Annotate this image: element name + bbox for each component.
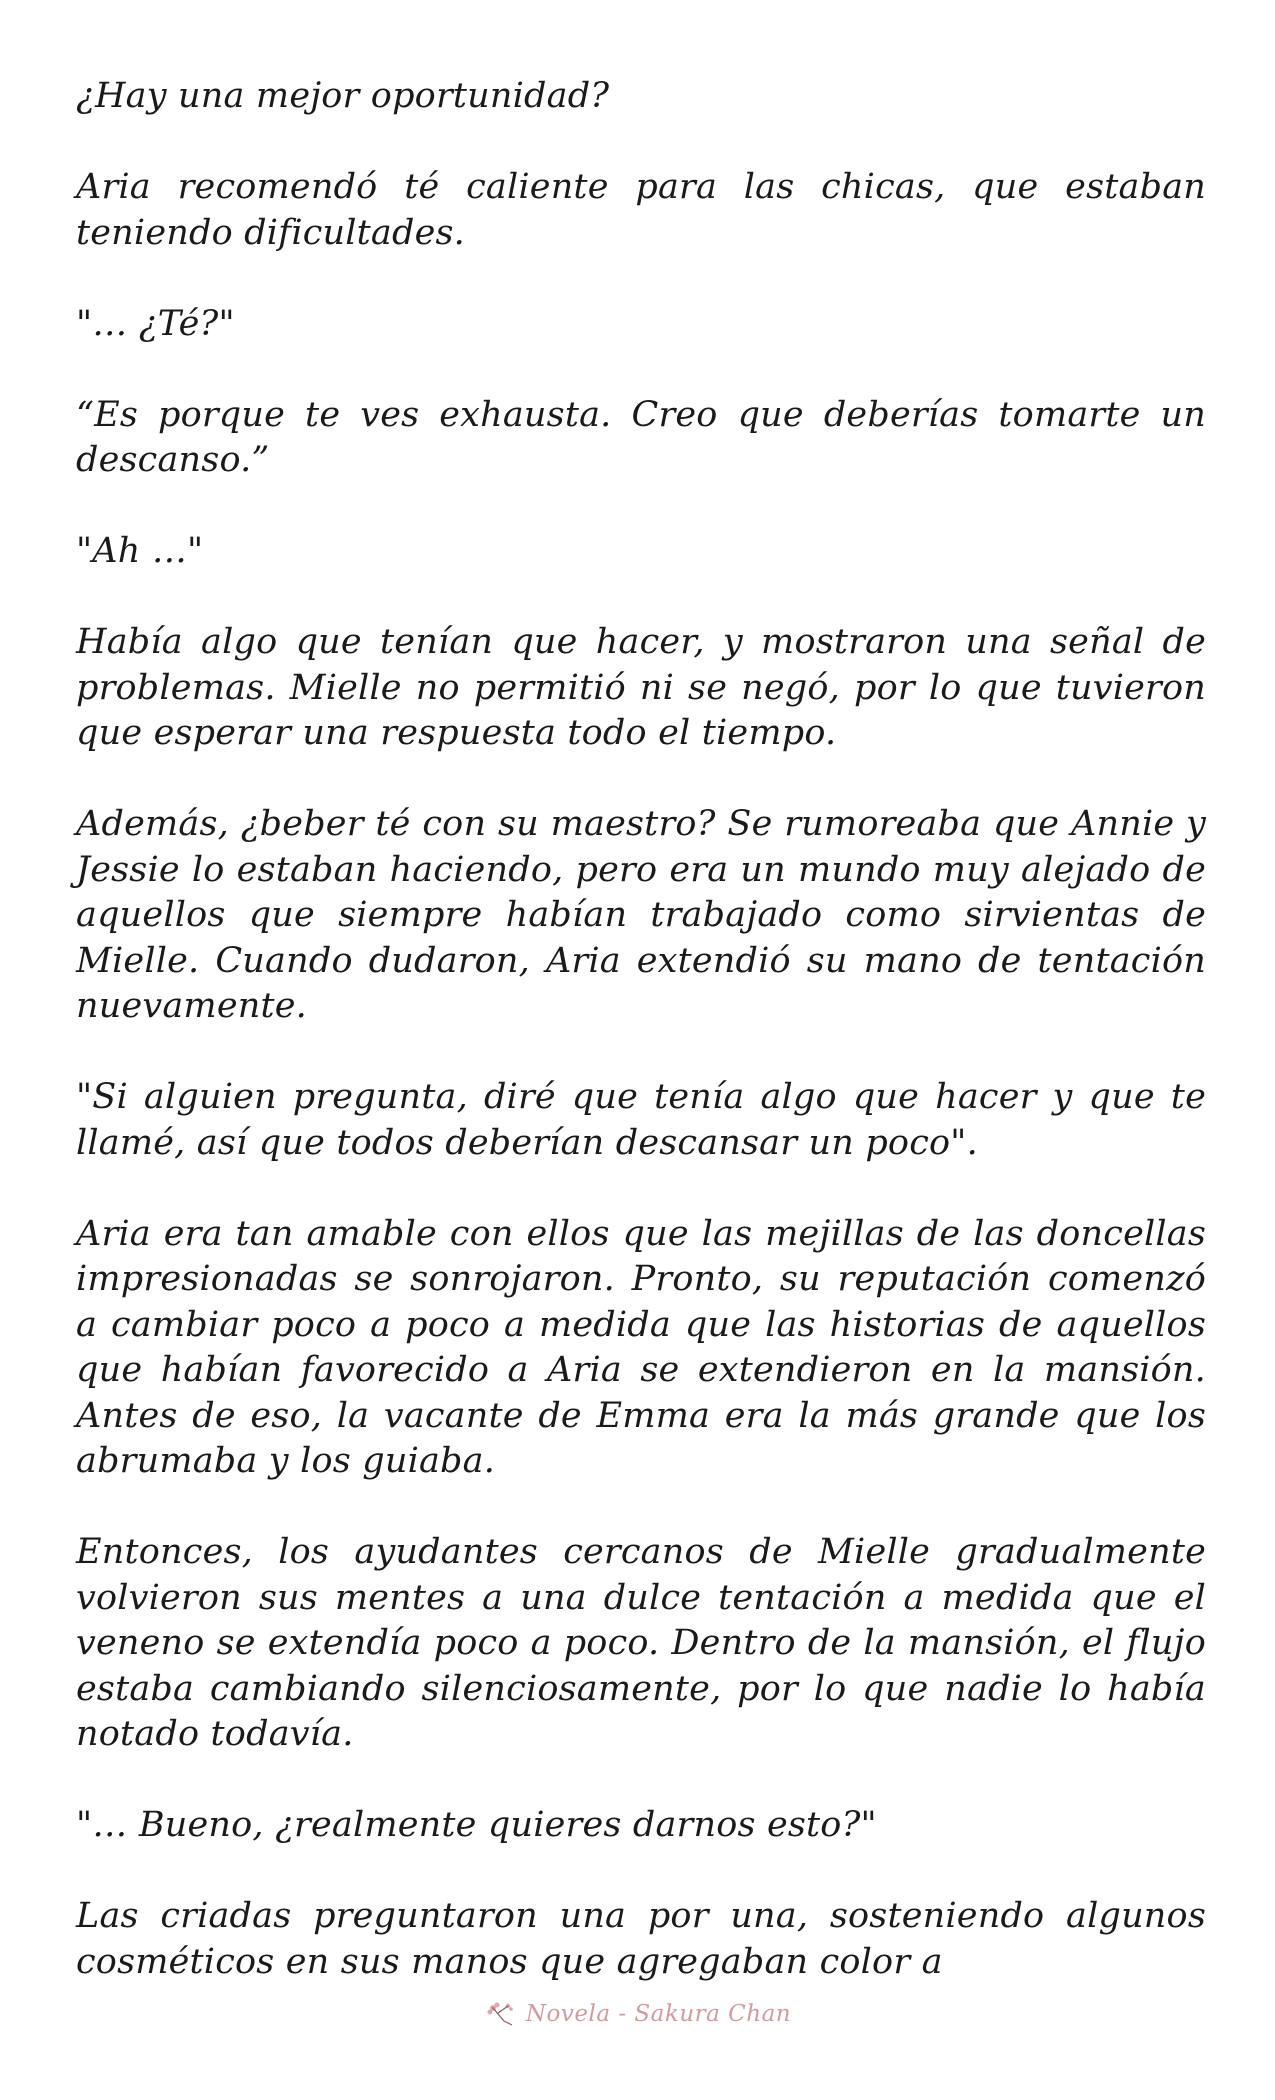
watermark-text: Novela - Sakura Chan	[525, 2001, 792, 2027]
paragraph: Además, ¿beber té con su maestro? Se rumoreaba que Annie y Jessie lo estaban haciendo, pero era un mundo muy alejado de aquellos que siempre habían trabajado como sirvientas de Mielle. Cuando dudaron, Aria extendió su mano de tentación nuevamente.	[76, 804, 1206, 1026]
paragraph: Entonces, los ayudantes cercanos de Mielle gradualmente volvieron sus mentes a una dulce tentación a medida que el veneno se extendía poco a poco. Dentro de la mansión, el flujo estaba cambiando silenciosamente, por lo que nadie lo había notado todavía.	[76, 1532, 1206, 1754]
watermark	[0, 1992, 1275, 2036]
document-body	[76, 74, 1206, 2031]
paragraph: "Ah …"	[76, 531, 204, 571]
sakura-flower-icon	[484, 1999, 518, 2029]
paragraph: Aria recomendó té caliente para las chicas, que estaban teniendo dificultades.	[76, 167, 1206, 253]
paragraph: “Es porque te ves exhausta. Creo que deberías tomarte un descanso.”	[76, 394, 1206, 480]
paragraph: "Si alguien pregunta, diré que tenía algo que hacer y que te llamé, así que todos deberían descansar un poco".	[76, 1077, 1206, 1163]
paragraph: "… ¿Té?"	[76, 303, 235, 344]
paragraph: Las criadas preguntaron una por una, sosteniendo algunos cosméticos en sus manos que agregaban color a	[76, 1896, 1206, 1982]
paragraph: "… Bueno, ¿realmente quieres darnos esto?"	[76, 1805, 877, 1845]
paragraph: ¿Hay una mejor oportunidad?	[76, 76, 610, 116]
paragraph: Había algo que tenían que hacer, y mostraron una señal de problemas. Mielle no permitió ni se negó, por lo que tuvieron que esperar una respuesta todo el tiempo.	[76, 622, 1206, 753]
paragraph: Aria era tan amable con ellos que las mejillas de las doncellas impresionadas se sonrojaron. Pronto, su reputación comenzó a cambiar poco a poco a medida que las historias de aquellos que habían favorecido a Aria se extendieron en la mansión. Antes de eso, la vacante de Emma era la más grande que los abrumaba y los guiaba.	[76, 1213, 1206, 1481]
